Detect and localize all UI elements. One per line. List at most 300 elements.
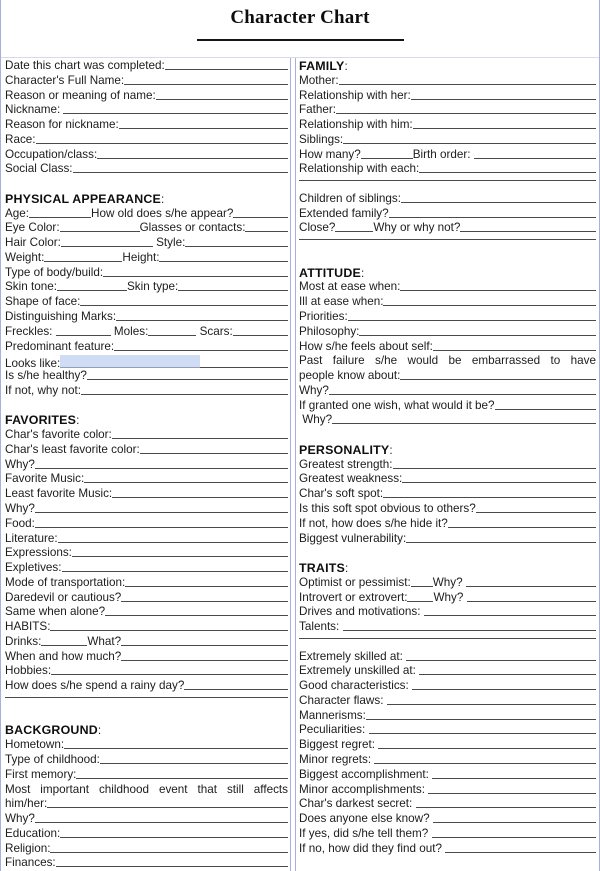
right-column bbox=[295, 58, 599, 871]
blank-field bbox=[474, 156, 596, 159]
blank-field bbox=[369, 731, 596, 734]
form-line bbox=[5, 59, 288, 74]
form-line bbox=[5, 74, 288, 89]
field-label: Priorities: bbox=[299, 310, 348, 324]
form-line bbox=[299, 694, 596, 709]
form-line bbox=[299, 428, 596, 443]
field-label: Same when alone? bbox=[5, 605, 106, 619]
field-label: Distinguishing Marks: bbox=[5, 310, 117, 324]
blank-field bbox=[419, 672, 596, 675]
title-row bbox=[1, 0, 599, 57]
field-label: Mode of transportation: bbox=[5, 575, 126, 589]
form-line bbox=[5, 591, 288, 606]
blank-field bbox=[36, 141, 288, 144]
blank-field bbox=[393, 466, 596, 469]
form-line bbox=[299, 827, 596, 842]
blank-field bbox=[332, 421, 596, 424]
field-label: : bbox=[76, 414, 80, 428]
form-line bbox=[5, 487, 288, 502]
blank-field bbox=[58, 540, 288, 543]
form-line bbox=[5, 502, 288, 517]
field-label: Religion: bbox=[5, 841, 51, 855]
blank-field bbox=[233, 215, 288, 218]
field-label: Biggest vulnerability: bbox=[299, 531, 407, 545]
form-line bbox=[5, 768, 288, 783]
blank-field bbox=[140, 451, 288, 454]
field-label: Char's least favorite color: bbox=[5, 442, 140, 456]
form-line bbox=[5, 295, 288, 310]
form-line bbox=[299, 177, 596, 192]
blank-field bbox=[56, 864, 288, 867]
blank-field bbox=[374, 761, 596, 764]
form-line bbox=[299, 458, 596, 473]
field-label: him/her: bbox=[5, 797, 48, 811]
blank-field bbox=[359, 333, 596, 336]
form-line bbox=[299, 797, 596, 812]
field-label: Style: bbox=[152, 236, 186, 250]
field-label: Ill at ease when: bbox=[299, 295, 384, 309]
blank-field bbox=[47, 805, 288, 808]
blank-field bbox=[378, 746, 596, 749]
blank-field bbox=[121, 658, 288, 661]
field-label: Extremely unskilled at: bbox=[299, 664, 420, 678]
field-label: Skin type: bbox=[126, 280, 179, 294]
field-label: Favorite Music: bbox=[5, 472, 85, 486]
blank-field bbox=[400, 377, 596, 380]
field-label: Scars: bbox=[196, 324, 233, 338]
form-line bbox=[5, 842, 288, 857]
field-label: Is this soft spot obvious to others? bbox=[299, 501, 476, 515]
blank-field bbox=[81, 392, 288, 395]
blank-field bbox=[343, 141, 596, 144]
blank-field bbox=[64, 746, 288, 749]
blank-field bbox=[407, 599, 433, 602]
field-label: How old does s/he appear? bbox=[91, 206, 234, 220]
form-line bbox=[5, 428, 288, 443]
form-line bbox=[299, 280, 596, 295]
form-line bbox=[299, 221, 596, 236]
blank-field bbox=[299, 636, 596, 639]
blank-field bbox=[185, 244, 288, 247]
form-line bbox=[299, 502, 596, 517]
blank-field bbox=[100, 761, 288, 764]
blank-field bbox=[41, 643, 87, 646]
blank-field bbox=[60, 229, 140, 232]
field-label: Why? bbox=[299, 413, 333, 427]
form-line bbox=[5, 280, 288, 295]
field-label: Drives and motivations: bbox=[299, 605, 424, 619]
form-line bbox=[5, 694, 288, 709]
form-line bbox=[299, 546, 596, 561]
blank-field bbox=[467, 599, 596, 602]
blank-field bbox=[35, 466, 288, 469]
form-line bbox=[299, 384, 596, 399]
blank-field bbox=[44, 259, 122, 262]
form-line bbox=[5, 827, 288, 842]
form-line bbox=[5, 620, 288, 635]
blank-field bbox=[35, 820, 288, 823]
form-line bbox=[299, 753, 596, 768]
blank-field bbox=[35, 525, 288, 528]
field-label: Why? bbox=[432, 575, 466, 589]
blank-field bbox=[416, 805, 596, 808]
blank-field bbox=[406, 540, 596, 543]
field-label: Predominant feature: bbox=[5, 339, 115, 353]
form-line bbox=[5, 709, 288, 724]
blank-field bbox=[428, 791, 596, 794]
field-label: Children of siblings: bbox=[299, 191, 401, 205]
field-label: Height: bbox=[122, 250, 160, 264]
field-label: Father: bbox=[299, 103, 337, 117]
field-label: Weight: bbox=[5, 250, 45, 264]
field-label: Char's darkest secret: bbox=[299, 797, 416, 811]
field-label: Hometown: bbox=[5, 738, 65, 752]
field-label: Birth order: bbox=[412, 147, 474, 161]
blank-field bbox=[184, 687, 288, 690]
field-label: Extended family? bbox=[299, 206, 389, 220]
field-label: Type of childhood: bbox=[5, 752, 100, 766]
form-line bbox=[5, 797, 288, 812]
blank-field bbox=[406, 658, 596, 661]
field-label: Why? bbox=[299, 383, 329, 397]
form-line bbox=[5, 162, 288, 177]
form-line bbox=[299, 74, 596, 89]
field-label: Extremely skilled at: bbox=[299, 649, 407, 663]
form-line bbox=[5, 576, 288, 591]
blank-field bbox=[413, 126, 596, 129]
section-header: ATTITUDE bbox=[299, 265, 361, 280]
field-label: people know about: bbox=[299, 369, 401, 383]
field-label: Type of body/build: bbox=[5, 265, 104, 279]
field-label: What? bbox=[87, 634, 122, 648]
field-label: How many? bbox=[299, 147, 361, 161]
field-label: Is s/he healthy? bbox=[5, 369, 87, 383]
form-line bbox=[299, 664, 596, 679]
field-label: Skin tone: bbox=[5, 280, 57, 294]
field-label: How does s/he spend a rainy day? bbox=[5, 679, 185, 693]
form-line bbox=[5, 251, 288, 266]
field-label: Freckles: bbox=[5, 324, 56, 338]
field-label: Character's Full Name: bbox=[5, 73, 125, 87]
blank-field bbox=[433, 348, 596, 351]
field-label: Why? bbox=[5, 812, 35, 826]
form-line bbox=[299, 723, 596, 738]
field-label: Moles: bbox=[110, 324, 149, 338]
blank-field bbox=[50, 628, 288, 631]
blank-field bbox=[299, 237, 596, 240]
section-header: PERSONALITY bbox=[299, 442, 390, 457]
form-line bbox=[5, 812, 288, 827]
form-line bbox=[5, 443, 288, 458]
form-line bbox=[299, 162, 596, 177]
blank-field bbox=[35, 510, 288, 513]
field-label: Age: bbox=[5, 206, 30, 220]
form-line bbox=[299, 768, 596, 783]
form-line bbox=[5, 89, 288, 104]
form-line bbox=[299, 443, 596, 458]
form-line bbox=[299, 517, 596, 532]
form-line bbox=[5, 207, 288, 222]
blank-field bbox=[156, 97, 288, 100]
form-line bbox=[5, 177, 288, 192]
form-line bbox=[299, 812, 596, 827]
blank-field bbox=[495, 407, 596, 410]
field-label: Good characteristics: bbox=[299, 679, 413, 693]
form-line bbox=[5, 679, 288, 694]
field-label: Expressions: bbox=[5, 546, 72, 560]
blank-field bbox=[125, 584, 288, 587]
blank-field bbox=[5, 695, 288, 698]
field-label: If yes, did s/he tell them? bbox=[299, 826, 432, 840]
field-label: Daredevil or cautious? bbox=[5, 590, 122, 604]
blank-field bbox=[412, 687, 596, 690]
blank-field bbox=[411, 97, 596, 100]
section-header: FAMILY bbox=[299, 59, 345, 73]
form-line bbox=[5, 103, 288, 118]
form-line bbox=[5, 650, 288, 665]
blank-field bbox=[63, 111, 288, 114]
field-label: Nickname: bbox=[5, 103, 64, 117]
field-label: Looks like: bbox=[5, 357, 61, 370]
field-label: If not, why not: bbox=[5, 383, 82, 397]
form-line bbox=[299, 266, 596, 281]
blank-field bbox=[432, 776, 596, 779]
blank-field bbox=[61, 244, 153, 247]
blank-field bbox=[366, 717, 596, 720]
field-label: Close? bbox=[299, 221, 336, 235]
blank-field bbox=[114, 348, 288, 351]
field-label: Biggest accomplishment: bbox=[299, 767, 433, 781]
field-label: Mother: bbox=[299, 73, 339, 87]
field-label: Relationship with him: bbox=[299, 118, 413, 132]
title-underline bbox=[197, 39, 404, 41]
blank-field bbox=[121, 599, 288, 602]
field-label: Greatest weakness: bbox=[299, 472, 403, 486]
form-line bbox=[5, 753, 288, 768]
form-line bbox=[5, 148, 288, 163]
form-line bbox=[299, 103, 596, 118]
blank-field bbox=[466, 584, 596, 587]
blank-field bbox=[387, 702, 596, 705]
field-label: Why? bbox=[5, 501, 35, 515]
form-line bbox=[299, 783, 596, 798]
form-line bbox=[5, 635, 288, 650]
blank-field bbox=[245, 229, 288, 232]
blank-field bbox=[419, 170, 596, 173]
form-line bbox=[5, 133, 288, 148]
form-line bbox=[299, 340, 596, 355]
form-line bbox=[5, 221, 288, 236]
form-line bbox=[299, 487, 596, 502]
form-line bbox=[5, 783, 288, 798]
form-line bbox=[5, 605, 288, 620]
field-label: Education: bbox=[5, 826, 61, 840]
section-header: PHYSICAL APPEARANCE bbox=[5, 191, 161, 206]
form-line bbox=[299, 842, 596, 857]
blank-field bbox=[80, 303, 288, 306]
field-label: : bbox=[344, 60, 348, 73]
blank-field bbox=[57, 288, 127, 291]
form-line bbox=[5, 325, 288, 340]
blank-field bbox=[29, 215, 91, 218]
form-line bbox=[299, 192, 596, 207]
form-line bbox=[5, 340, 288, 355]
blank-field bbox=[445, 850, 596, 853]
field-label: Past failure s/he would be embarrassed to have bbox=[299, 354, 596, 368]
blank-field bbox=[383, 495, 596, 498]
blank-field bbox=[72, 554, 288, 557]
form-line bbox=[299, 354, 596, 369]
field-label: Date this chart was completed: bbox=[5, 59, 165, 72]
blank-field bbox=[433, 820, 596, 823]
form-line bbox=[299, 679, 596, 694]
blank-field bbox=[165, 67, 288, 70]
field-label: Food: bbox=[5, 516, 35, 530]
blank-field bbox=[402, 480, 596, 483]
form-line bbox=[299, 118, 596, 133]
form-line bbox=[5, 236, 288, 251]
field-label: Hobbies: bbox=[5, 664, 52, 678]
field-label: Char's soft spot: bbox=[299, 487, 384, 501]
blank-field bbox=[329, 392, 596, 395]
form-line bbox=[5, 856, 288, 871]
blank-field bbox=[159, 259, 288, 262]
blank-field bbox=[401, 200, 596, 203]
blank-field bbox=[348, 318, 596, 321]
form-line bbox=[299, 133, 596, 148]
field-label: How s/he feels about self: bbox=[299, 339, 433, 353]
blank-field bbox=[84, 480, 288, 483]
form-line bbox=[299, 310, 596, 325]
field-label: Least favorite Music: bbox=[5, 487, 113, 501]
field-label: Greatest strength: bbox=[299, 457, 393, 471]
form-line bbox=[5, 517, 288, 532]
form-line bbox=[5, 723, 288, 738]
blank-field bbox=[105, 613, 288, 616]
field-label: If no, how did they find out? bbox=[299, 841, 446, 855]
blank-field bbox=[400, 288, 596, 291]
blank-field bbox=[148, 333, 196, 336]
field-label: Eye Color: bbox=[5, 221, 60, 235]
blank-field bbox=[476, 510, 596, 513]
field-label: Reason or meaning of name: bbox=[5, 88, 156, 102]
form-line bbox=[299, 576, 596, 591]
form-line bbox=[299, 236, 596, 251]
form-line bbox=[299, 605, 596, 620]
field-label: Why or why not? bbox=[373, 221, 461, 235]
form-line bbox=[299, 369, 596, 384]
form-line bbox=[299, 591, 596, 606]
blank-field bbox=[343, 628, 596, 631]
form-line bbox=[5, 546, 288, 561]
form-line bbox=[299, 59, 596, 74]
field-label: : bbox=[360, 266, 365, 280]
field-label: Peculiarities: bbox=[299, 723, 369, 737]
form-line bbox=[5, 192, 288, 207]
blank-field bbox=[448, 525, 596, 528]
blank-field bbox=[124, 82, 288, 85]
highlighted-blank-field bbox=[60, 355, 200, 368]
field-label: Why? bbox=[433, 590, 467, 604]
field-label: Reason for nickname: bbox=[5, 118, 119, 132]
blank-field bbox=[112, 495, 288, 498]
blank-field bbox=[116, 318, 288, 321]
form-line bbox=[299, 650, 596, 665]
form-line bbox=[5, 664, 288, 679]
form-line bbox=[299, 532, 596, 547]
form-line bbox=[299, 148, 596, 163]
form-line bbox=[5, 354, 288, 369]
field-label: Relationship with her: bbox=[299, 88, 411, 102]
page-title: Character Chart bbox=[230, 7, 370, 28]
field-label: Talents: bbox=[299, 620, 343, 634]
field-label: Occupation/class: bbox=[5, 147, 98, 161]
blank-field bbox=[178, 288, 288, 291]
section-header: FAVORITES bbox=[5, 413, 77, 428]
form-line bbox=[299, 89, 596, 104]
field-label: Drinks: bbox=[5, 634, 42, 648]
form-line bbox=[5, 413, 288, 428]
blank-field bbox=[200, 365, 288, 368]
field-label: Minor regrets: bbox=[299, 752, 375, 766]
field-label: Expletives: bbox=[5, 561, 62, 575]
form-line bbox=[299, 635, 596, 650]
field-label: Most at ease when: bbox=[299, 280, 401, 294]
blank-field bbox=[97, 156, 288, 159]
blank-field bbox=[51, 672, 288, 675]
field-label: : bbox=[97, 724, 102, 738]
form-line bbox=[5, 458, 288, 473]
field-label: Optimist or pessimist: bbox=[299, 575, 411, 589]
field-label: If granted one wish, what would it be? bbox=[299, 398, 495, 412]
form-table bbox=[1, 57, 599, 871]
form-line bbox=[299, 399, 596, 414]
form-line bbox=[299, 413, 596, 428]
field-label: Why? bbox=[5, 457, 35, 471]
form-line bbox=[5, 472, 288, 487]
field-label: : bbox=[344, 562, 349, 576]
form-line bbox=[299, 251, 596, 266]
form-line bbox=[5, 532, 288, 547]
blank-field bbox=[119, 126, 288, 129]
form-line bbox=[299, 295, 596, 310]
blank-field bbox=[383, 303, 596, 306]
field-label: : bbox=[389, 443, 393, 457]
blank-field bbox=[76, 776, 288, 779]
blank-field bbox=[112, 436, 288, 439]
blank-field bbox=[87, 377, 288, 380]
form-line bbox=[5, 118, 288, 133]
field-label: Glasses or contacts: bbox=[139, 221, 246, 235]
field-label: : bbox=[160, 192, 165, 206]
form-line bbox=[299, 709, 596, 724]
form-line bbox=[299, 738, 596, 753]
field-label: Hair Color: bbox=[5, 236, 61, 250]
blank-field bbox=[361, 156, 413, 159]
field-label: Finances: bbox=[5, 856, 56, 870]
form-line bbox=[5, 310, 288, 325]
blank-field bbox=[73, 170, 288, 173]
form-line bbox=[5, 738, 288, 753]
field-label: Social Class: bbox=[5, 162, 73, 176]
blank-field bbox=[460, 229, 596, 232]
blank-field bbox=[121, 643, 288, 646]
field-label: Character flaws: bbox=[299, 693, 387, 707]
field-label: Siblings: bbox=[299, 132, 344, 146]
field-label: Biggest regret: bbox=[299, 738, 379, 752]
blank-field bbox=[432, 835, 596, 838]
blank-field bbox=[299, 178, 596, 181]
